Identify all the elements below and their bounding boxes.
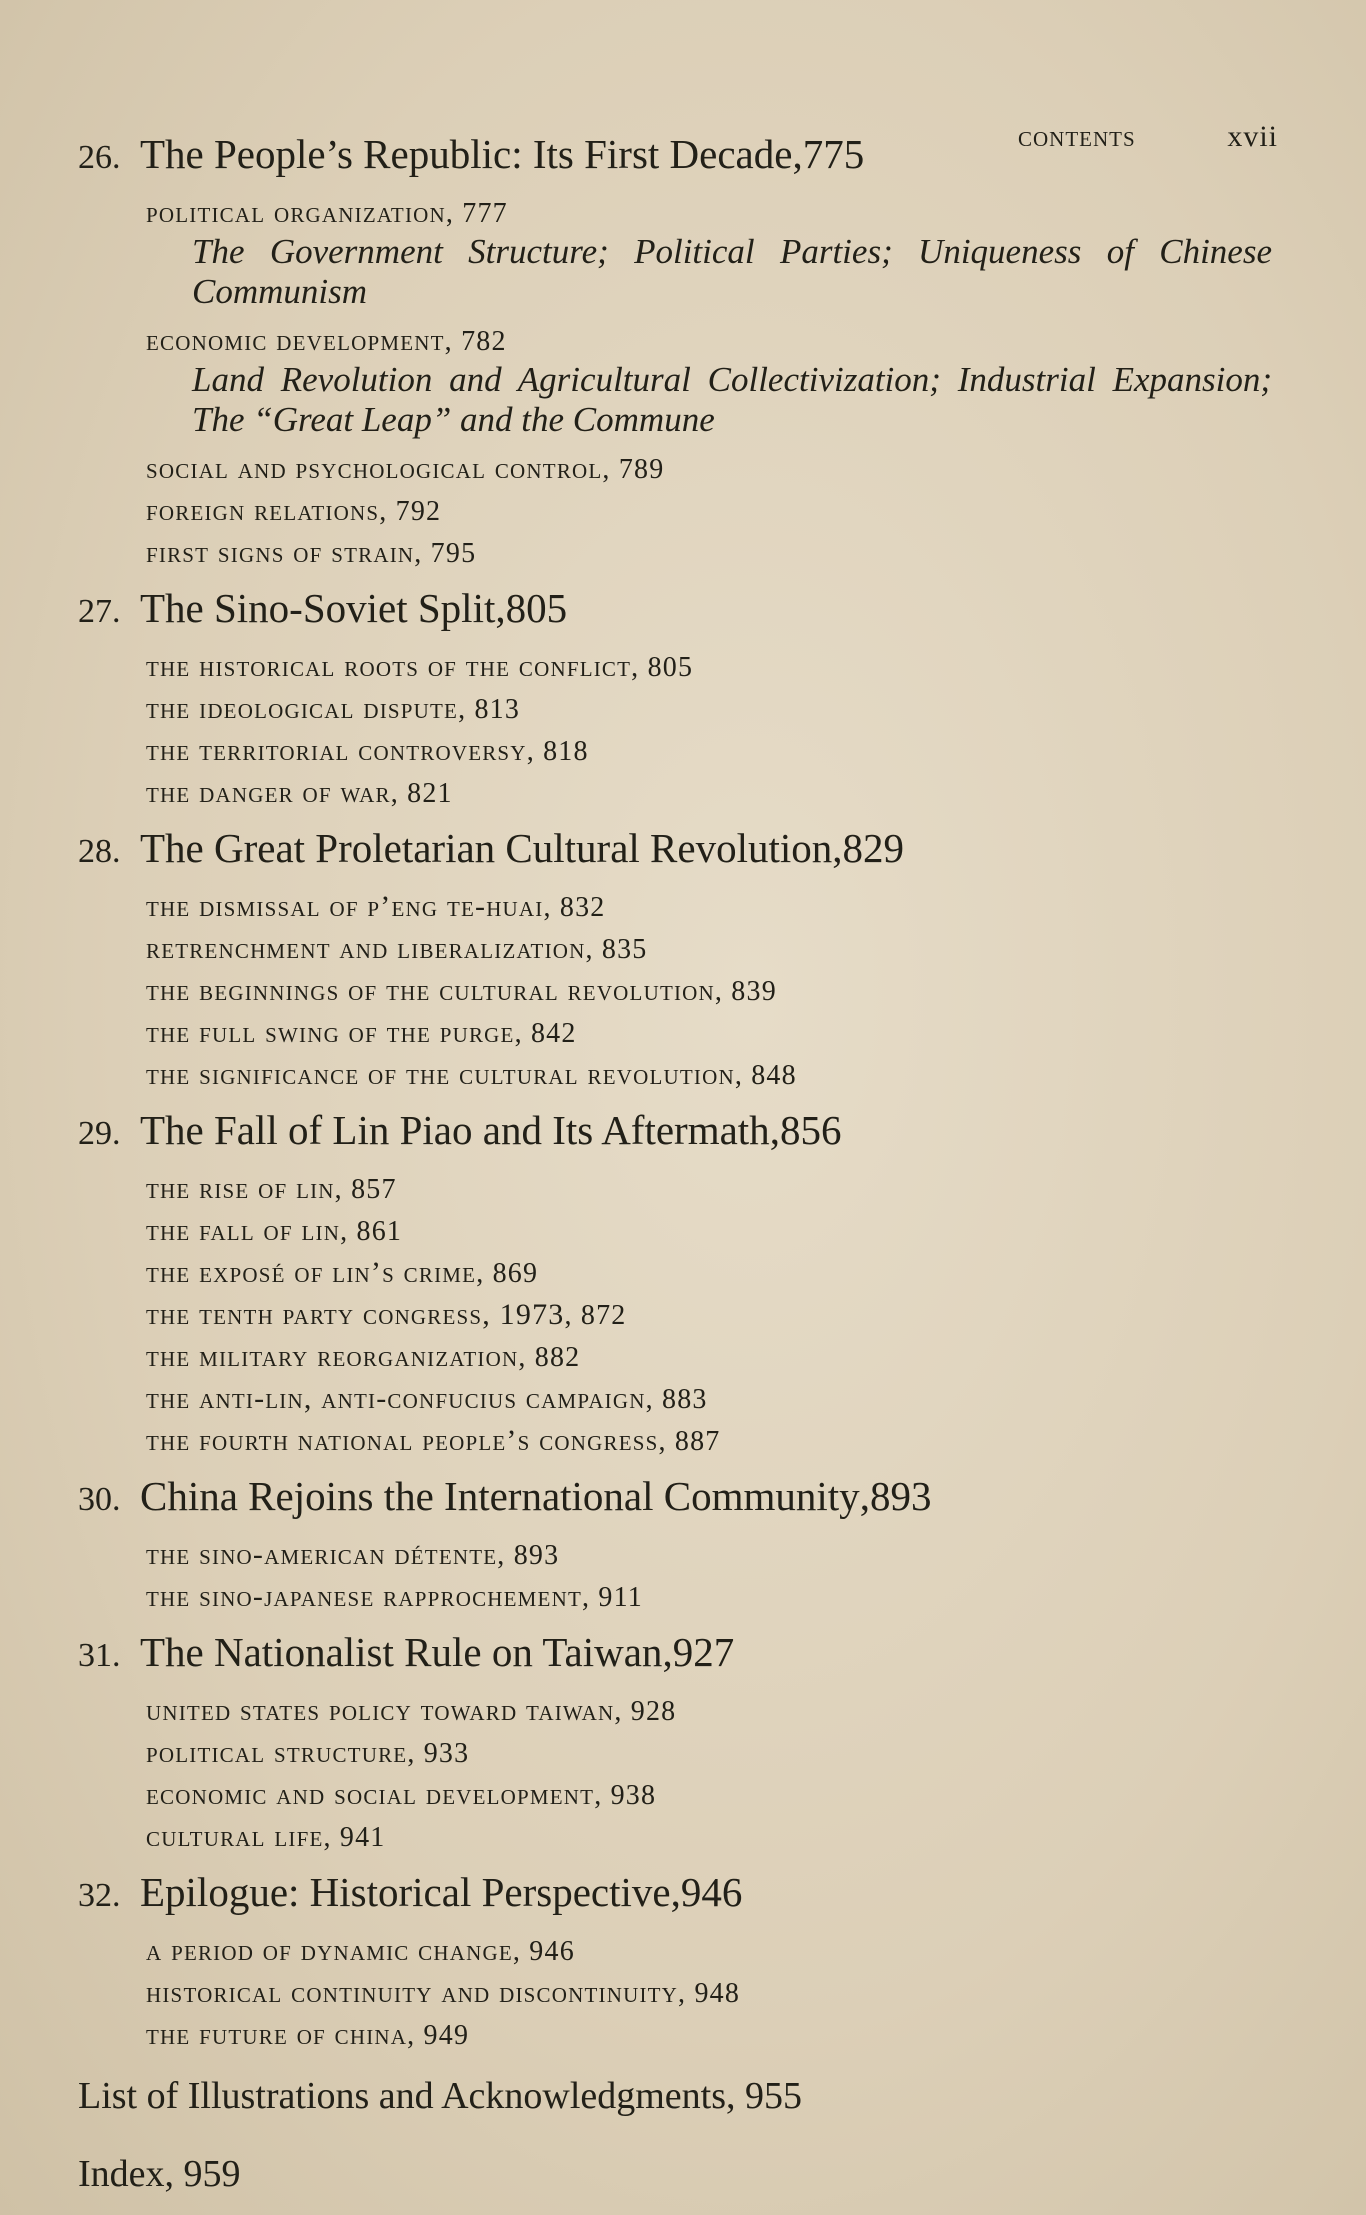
section-title: the ideological dispute (146, 692, 459, 725)
section-page-number: 938 (610, 1780, 657, 1811)
section-title: the sino-american détente (146, 1538, 498, 1571)
section-title: the territorial controversy (146, 734, 527, 767)
section-page-number: 835 (601, 934, 648, 965)
section-entry (146, 194, 1278, 312)
section-heading: the ideological dispute, 813 (146, 692, 521, 725)
backmatter-page-number: 955 (745, 2075, 803, 2117)
section-page-number: 832 (559, 892, 606, 923)
section-subtopics: The Government Structure; Political Parties; Uniqueness of Chinese Communism (192, 232, 1272, 311)
section-heading: a period of dynamic change, 946 (146, 1934, 575, 1967)
section-title: cultural life (146, 1820, 324, 1853)
section-title: political organization (146, 196, 446, 229)
section-page-number: 777 (462, 198, 508, 229)
chapter-entry (78, 822, 1278, 1094)
section-heading: the exposé of lin’s crime, 869 (146, 1256, 539, 1289)
section-heading: the military reorganization, 882 (146, 1340, 581, 1373)
backmatter-title: List of Illustrations and Acknowledgments (78, 2075, 727, 2117)
chapter-entry (78, 582, 1278, 812)
chapter-heading: 26. The People’s Republic: Its First Decade , 775 (78, 128, 1278, 184)
chapter-number: 27. (78, 593, 121, 630)
section-entry (146, 648, 1278, 686)
chapter-title: The People’s Republic: Its First Decade (140, 131, 793, 177)
section-list (146, 1932, 1278, 2054)
section-title: the historical roots of the conflict (146, 650, 632, 683)
section-heading: the future of china, 949 (146, 2018, 470, 2051)
chapter-title: The Great Proletarian Cultural Revolution (140, 825, 833, 871)
chapter-heading: 28. The Great Proletarian Cultural Revolution , 829 (78, 822, 1278, 878)
section-entry (146, 322, 1278, 440)
section-title: the full swing of the purge (146, 1016, 515, 1049)
chapter-page-number: 805 (505, 585, 568, 631)
section-title: historical continuity and discontinuity (146, 1976, 679, 2009)
chapter-entry (78, 1626, 1278, 1856)
section-entry (146, 1338, 1278, 1376)
chapter-page-number: 775 (802, 131, 865, 177)
chapter-number: 32. (78, 1877, 121, 1914)
section-page-number: 805 (647, 652, 694, 683)
section-page-number: 869 (492, 1258, 539, 1289)
section-title: the military reorganization (146, 1340, 519, 1373)
running-head-title: contents (1018, 120, 1136, 153)
section-title: the anti-lin, anti-confucius campaign (146, 1382, 646, 1415)
section-entry (146, 1692, 1278, 1730)
section-title: economic development (146, 324, 445, 357)
section-page-number: 933 (423, 1738, 470, 1769)
backmatter-entry: List of Illustrations and Acknowledgments, 955 (78, 2075, 803, 2117)
section-entry (146, 492, 1278, 530)
section-page-number: 792 (395, 496, 442, 527)
section-page-number: 789 (618, 454, 665, 485)
section-list (146, 1536, 1278, 1616)
section-page-number: 941 (339, 1822, 386, 1853)
chapter-title: The Sino-Soviet Split (140, 585, 496, 631)
section-entry (146, 1296, 1278, 1334)
chapter-title: China Rejoins the International Community (140, 1473, 860, 1519)
section-heading: economic development, 782 (146, 324, 507, 357)
section-page-number: 946 (529, 1936, 575, 1967)
section-page-number: 882 (534, 1342, 581, 1373)
section-page-number: 848 (751, 1060, 797, 1091)
section-title: economic and social development (146, 1778, 595, 1811)
chapter-entry (78, 1104, 1278, 1460)
section-title: the rise of lin (146, 1172, 335, 1205)
section-list (146, 1170, 1278, 1460)
section-page-number: 839 (731, 976, 777, 1007)
section-page-number: 948 (694, 1978, 741, 2009)
chapter-heading: 29. The Fall of Lin Piao and Its Aftermath , 856 (78, 1104, 1278, 1160)
section-page-number: 949 (423, 2020, 470, 2051)
running-head-page-number: xvii (1227, 120, 1278, 153)
chapter-heading: 27. The Sino-Soviet Split , 805 (78, 582, 1278, 638)
chapter-number: 28. (78, 833, 121, 870)
section-entry (146, 1734, 1278, 1772)
section-title: a period of dynamic change (146, 1934, 513, 1967)
section-entry (146, 690, 1278, 728)
chapter-number: 30. (78, 1481, 121, 1518)
chapter-entry (78, 1866, 1278, 2054)
section-entry (146, 930, 1278, 968)
section-heading: the danger of war, 821 (146, 776, 453, 809)
section-title: the sino-japanese rapprochement (146, 1580, 582, 1613)
section-page-number: 857 (351, 1174, 397, 1205)
chapter-heading: 31. The Nationalist Rule on Taiwan , 927 (78, 1626, 1278, 1682)
section-entry (146, 1776, 1278, 1814)
section-heading: historical continuity and discontinuity, 948 (146, 1976, 741, 2009)
section-list (146, 888, 1278, 1094)
section-heading: the beginnings of the cultural revolution, 839 (146, 974, 777, 1007)
section-list (146, 1692, 1278, 1856)
section-entry (146, 1422, 1278, 1460)
chapter-title: The Nationalist Rule on Taiwan (140, 1629, 663, 1675)
section-entry (146, 732, 1278, 770)
section-page-number: 821 (407, 778, 453, 809)
section-heading: social and psychological control, 789 (146, 452, 665, 485)
section-title: the tenth party congress, 1973 (146, 1298, 565, 1331)
section-title: foreign relations (146, 494, 380, 527)
section-page-number: 893 (513, 1540, 560, 1571)
section-list (146, 194, 1278, 572)
chapter-number: 31. (78, 1637, 121, 1674)
chapter-page-number: 829 (842, 825, 905, 871)
section-entry (146, 1380, 1278, 1418)
chapter-number: 26. (78, 139, 121, 176)
section-entry (146, 1536, 1278, 1574)
chapter-number: 29. (78, 1115, 121, 1152)
section-heading: foreign relations, 792 (146, 494, 442, 527)
section-title: the fall of lin (146, 1214, 341, 1247)
section-entry (146, 1974, 1278, 2012)
section-heading: political organization, 777 (146, 196, 508, 229)
backmatter-title: Index (78, 2153, 165, 2195)
backmatter-page-number: 959 (183, 2153, 241, 2195)
section-entry (146, 2016, 1278, 2054)
section-title: the danger of war (146, 776, 391, 809)
section-heading: the fourth national people’s congress, 887 (146, 1424, 721, 1457)
section-heading: political structure, 933 (146, 1736, 470, 1769)
section-entry (146, 1578, 1278, 1616)
chapter-entry (78, 1470, 1278, 1616)
section-title: retrenchment and liberalization (146, 932, 586, 965)
section-heading: the sino-japanese rapprochement, 911 (146, 1580, 643, 1613)
section-page-number: 818 (543, 736, 589, 767)
table-of-contents (78, 128, 1278, 2198)
section-heading: the anti-lin, anti-confucius campaign, 883 (146, 1382, 708, 1415)
section-heading: the significance of the cultural revolution, 848 (146, 1058, 797, 1091)
section-title: first signs of strain (146, 536, 415, 569)
section-page-number: 872 (580, 1300, 627, 1331)
section-entry (146, 534, 1278, 572)
section-page-number: 911 (598, 1582, 643, 1613)
section-heading: cultural life, 941 (146, 1820, 386, 1853)
section-heading: first signs of strain, 795 (146, 536, 477, 569)
section-entry (146, 1056, 1278, 1094)
section-entry (146, 972, 1278, 1010)
section-title: political structure (146, 1736, 408, 1769)
chapter-entry (78, 128, 1278, 572)
section-title: the dismissal of p’eng te-huai (146, 890, 544, 923)
section-page-number: 795 (430, 538, 477, 569)
section-entry (146, 450, 1278, 488)
section-entry (146, 1932, 1278, 1970)
chapter-title: The Fall of Lin Piao and Its Aftermath (140, 1107, 770, 1153)
section-title: the fourth national people’s congress (146, 1424, 659, 1457)
section-title: the exposé of lin’s crime (146, 1256, 477, 1289)
chapter-page-number: 893 (869, 1473, 932, 1519)
chapter-heading: 30. China Rejoins the International Community , 893 (78, 1470, 1278, 1526)
section-entry (146, 1254, 1278, 1292)
section-entry (146, 1170, 1278, 1208)
section-entry (146, 1818, 1278, 1856)
section-page-number: 842 (530, 1018, 577, 1049)
section-title: social and psychological control (146, 452, 603, 485)
section-page-number: 887 (674, 1426, 721, 1457)
section-heading: the rise of lin, 857 (146, 1172, 397, 1205)
section-page-number: 883 (662, 1384, 708, 1415)
section-heading: retrenchment and liberalization, 835 (146, 932, 648, 965)
section-title: the beginnings of the cultural revolution (146, 974, 715, 1007)
section-page-number: 813 (474, 694, 521, 725)
section-heading: the dismissal of p’eng te-huai, 832 (146, 890, 606, 923)
section-heading: the historical roots of the conflict, 805 (146, 650, 694, 683)
chapter-page-number: 946 (680, 1869, 743, 1915)
section-heading: united states policy toward taiwan, 928 (146, 1694, 677, 1727)
section-entry (146, 1014, 1278, 1052)
chapter-heading: 32. Epilogue: Historical Perspective , 946 (78, 1866, 1278, 1922)
chapter-page-number: 927 (672, 1629, 735, 1675)
section-heading: the tenth party congress, 1973, 872 (146, 1298, 627, 1331)
section-subtopics: Land Revolution and Agricultural Collectivization; Industrial Expansion; The “Great Leap” and the Commune (192, 360, 1272, 439)
section-title: the future of china (146, 2018, 408, 2051)
section-page-number: 782 (461, 326, 507, 357)
section-entry (146, 1212, 1278, 1250)
section-list (146, 648, 1278, 812)
section-entry (146, 774, 1278, 812)
section-heading: the full swing of the purge, 842 (146, 1016, 577, 1049)
chapter-page-number: 856 (779, 1107, 842, 1153)
chapter-title: Epilogue: Historical Perspective (140, 1869, 671, 1915)
section-title: the significance of the cultural revolution (146, 1058, 735, 1091)
section-heading: the sino-american détente, 893 (146, 1538, 560, 1571)
section-heading: economic and social development, 938 (146, 1778, 657, 1811)
section-page-number: 928 (630, 1696, 677, 1727)
section-page-number: 861 (356, 1216, 403, 1247)
section-heading: the fall of lin, 861 (146, 1214, 403, 1247)
section-title: united states policy toward taiwan (146, 1694, 615, 1727)
section-entry (146, 888, 1278, 926)
backmatter-entry: Index, 959 (78, 2153, 241, 2195)
section-heading: the territorial controversy, 818 (146, 734, 589, 767)
